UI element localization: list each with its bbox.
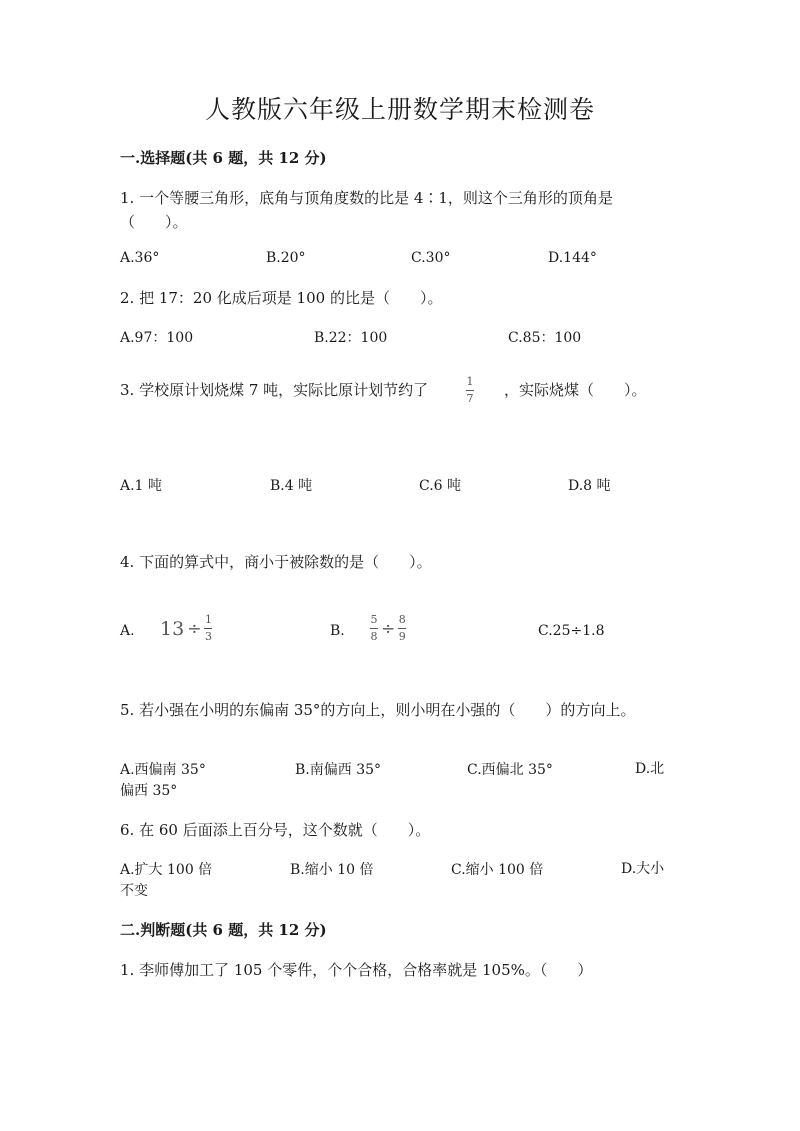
q5-option-a[interactable]: A.西偏南 35° — [120, 762, 206, 778]
q5-option-c[interactable]: C.西偏北 35° — [467, 762, 553, 778]
page-title: 人教版六年级上册数学期末检测卷 — [204, 95, 595, 124]
q1-option-b[interactable]: B.20° — [266, 250, 306, 266]
question-4: 4. 下面的算式中，商小于被除数的是（ ）。 — [120, 553, 432, 571]
fraction-bar — [204, 628, 212, 629]
q6-option-c[interactable]: C.缩小 100 倍 — [451, 862, 544, 878]
question-1: 1. 一个等腰三角形，底角与顶角度数的比是 4∶1，则这个三角形的顶角是（ ）。 — [120, 189, 613, 231]
q3-option-d[interactable]: D.8 吨 — [568, 478, 611, 494]
q4-a-fraction — [204, 614, 212, 643]
q4-option-c[interactable]: C.25÷1.8 — [538, 623, 605, 639]
q4-option-b-expression — [370, 614, 406, 643]
fraction-bar — [398, 628, 406, 629]
q6-option-b[interactable]: B.缩小 10 倍 — [290, 862, 374, 878]
q4-a-numerator: 1 — [204, 613, 212, 626]
q2-option-a[interactable]: A.97：100 — [120, 330, 194, 346]
q4-option-a-label[interactable]: A. — [120, 623, 135, 639]
q4-option-b-label[interactable]: B. — [330, 623, 345, 639]
q5-option-b[interactable]: B.南偏西 35° — [295, 762, 382, 778]
judgement-question-1: 1. 李师傅加工了 105 个零件，个个合格，合格率就是 105%。（ ） — [120, 961, 593, 979]
q4-b-denominator-2: 9 — [398, 630, 406, 643]
q3-option-c[interactable]: C.6 吨 — [419, 478, 462, 494]
q4-b-denominator-1: 8 — [370, 630, 378, 643]
q1-option-d[interactable]: D.144° — [548, 250, 597, 266]
q2-option-b[interactable]: B.22：100 — [314, 330, 388, 346]
question-2: 2. 把 17：20 化成后项是 100 的比是（ ）。 — [120, 289, 443, 307]
q1-option-c[interactable]: C.30° — [411, 250, 451, 266]
q4-b-numerator-1: 5 — [370, 613, 378, 626]
q2-option-c[interactable]: C.85：100 — [508, 330, 582, 346]
question-6: 6. 在 60 后面添上百分号，这个数就（ ）。 — [120, 821, 431, 839]
q5-option-d[interactable]: D.北偏西 35° — [120, 761, 665, 799]
fraction-bar — [370, 628, 378, 629]
q3-option-a[interactable]: A.1 吨 — [120, 478, 162, 494]
q4-a-denominator: 3 — [204, 630, 212, 643]
q1-option-a[interactable]: A.36° — [120, 250, 160, 266]
q4-option-a-expression — [160, 614, 212, 643]
q4-a-whole: 13 — [160, 617, 185, 640]
divide-sign: ÷ — [381, 618, 396, 639]
section-title-judgement: 二.判断题(共 6 题，共 12 分) — [120, 921, 327, 939]
question-5: 5. 若小强在小明的东偏南 35°的方向上，则小明在小强的（ ）的方向上。 — [120, 701, 636, 719]
q3-fraction-numerator: 1 — [466, 375, 474, 388]
q3-fraction — [466, 376, 474, 405]
question-3-text-after: ，实际烧煤（ ）。 — [504, 381, 647, 399]
section-title-choice: 一.选择题(共 6 题，共 12 分) — [120, 149, 327, 167]
q4-b-numerator-2: 8 — [398, 613, 406, 626]
q4-b-fraction-1 — [370, 614, 378, 643]
divide-sign: ÷ — [187, 618, 202, 639]
fraction-bar — [466, 390, 474, 391]
q3-option-b[interactable]: B.4 吨 — [270, 478, 313, 494]
question-3-text: 3. 学校原计划烧煤 7 吨，实际比原计划节约了 — [120, 381, 429, 399]
q4-b-fraction-2 — [398, 614, 406, 643]
q6-option-a[interactable]: A.扩大 100 倍 — [120, 862, 213, 878]
q6-option-d[interactable]: D.大小不变 — [120, 861, 665, 899]
q3-fraction-denominator: 7 — [466, 392, 474, 405]
